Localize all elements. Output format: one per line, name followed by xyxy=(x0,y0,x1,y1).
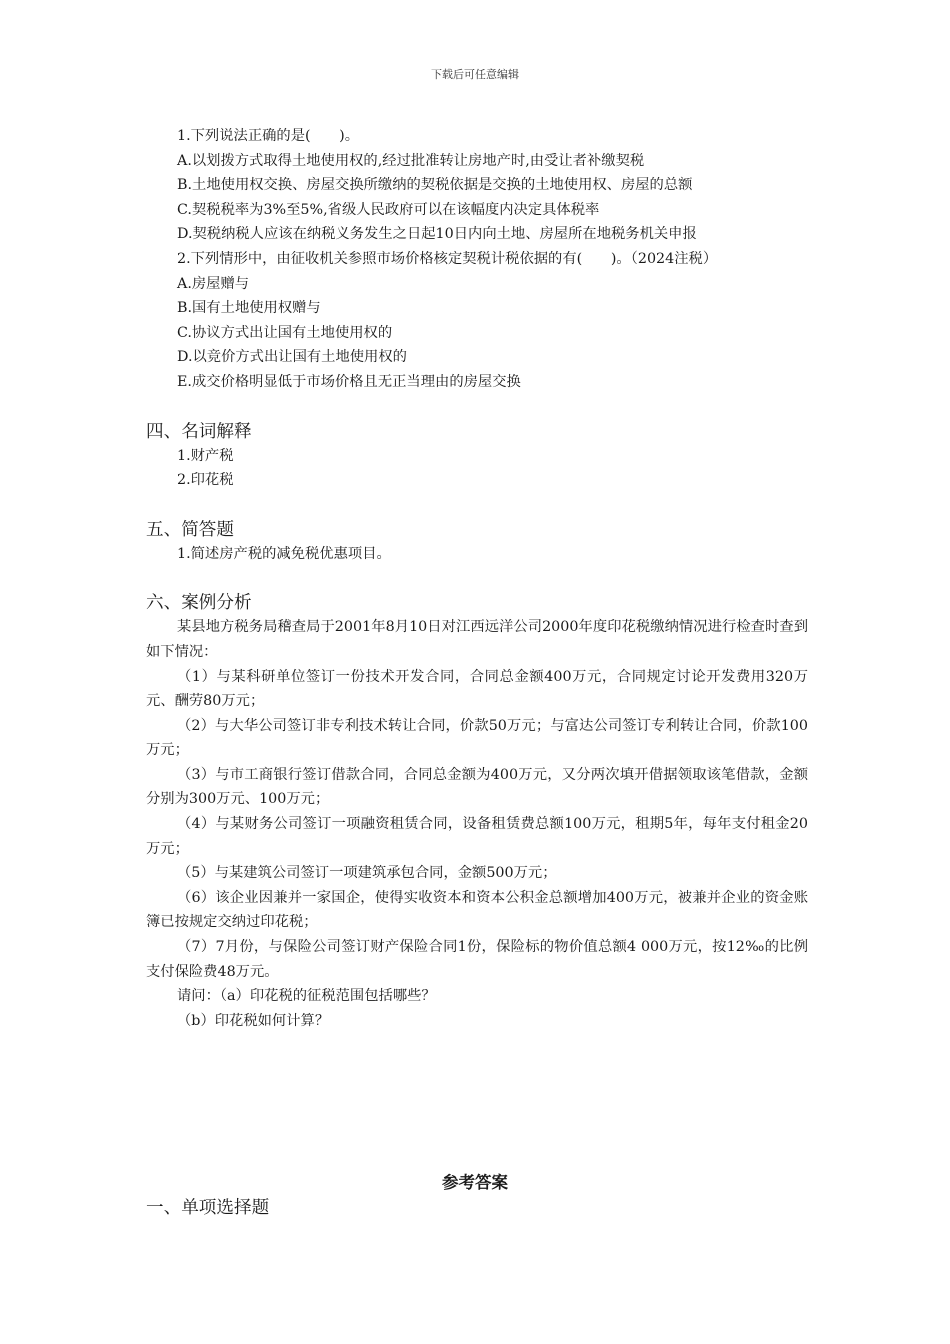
document-body xyxy=(146,124,808,1033)
list-item: 1.财产税 xyxy=(177,447,234,464)
option-a: A.以划拨方式取得土地使用权的,经过批准转让房地产时,由受让者补缴契税 xyxy=(177,152,645,169)
section-heading-short-answer: 五、简答题 xyxy=(146,519,234,540)
case-item: （1）与某科研单位签订一份技术开发合同，合同总金额400万元，合同规定讨论开发费用320万元、酬劳80万元； xyxy=(146,668,808,710)
answer-key-title: 参考答案 xyxy=(442,1173,508,1192)
list-item: 2.印花税 xyxy=(177,472,234,489)
option-c: C.契税税率为3%至5%,省级人民政府可以在该幅度内决定具体税率 xyxy=(177,201,600,218)
section-heading-terms: 四、名词解释 xyxy=(146,421,252,442)
case-item: （7）7月份，与保险公司签订财产保险合同1份，保险标的物价值总额4 000万元，按12‰的比例支付保险费48万元。 xyxy=(146,939,808,980)
answer-section-heading: 一、单项选择题 xyxy=(146,1198,270,1218)
question-stem: 2.下列情形中，由征收机关参照市场价格核定契税计税依据的有( )。（2024注税） xyxy=(177,250,718,267)
question-stem: 1.下列说法正确的是( )。 xyxy=(177,128,360,144)
case-question-a: 请问：（a）印花税的征税范围包括哪些？ xyxy=(177,988,436,1005)
case-question-b: （b）印花税如何计算？ xyxy=(177,1012,330,1029)
case-item: （5）与某建筑公司签订一项建筑承包合同，金额500万元； xyxy=(177,865,557,882)
option-b: B.土地使用权交换、房屋交换所缴纳的契税依据是交换的土地使用权、房屋的总额 xyxy=(177,177,693,194)
case-item: （2）与大华公司签订非专利技术转让合同，价款50万元；与富达公司签订专利转让合同，价款100万元； xyxy=(146,717,808,759)
case-item: （4）与某财务公司签订一项融资租赁合同，设备租赁费总额100万元，租期5年，每年支付租金20万元； xyxy=(146,816,808,857)
section-heading-case-analysis: 六、案例分析 xyxy=(146,593,252,614)
option-e: E.成交价格明显低于市场价格且无正当理由的房屋交换 xyxy=(177,373,521,390)
case-intro: 某县地方税务局稽查局于2001年8月10日对江西远洋公司2000年度印花税缴纳情况进行检查时查到如下情况： xyxy=(146,619,808,660)
question-1 xyxy=(146,124,808,247)
case-item: （6）该企业因兼并一家国企，使得实收资本和资本公积金总额增加400万元，被兼并企业的资金账簿已按规定交纳过印花税； xyxy=(146,889,808,931)
option-c: C.协议方式出让国有土地使用权的 xyxy=(177,324,393,341)
case-item: （3）与市工商银行签订借款合同，合同总金额为400万元，又分两次填开借据领取该笔借款，金额分别为300万元、100万元； xyxy=(146,766,808,808)
option-d: D.以竞价方式出让国有土地使用权的 xyxy=(177,349,407,366)
option-b: B.国有土地使用权赠与 xyxy=(177,300,321,317)
option-d: D.契税纳税人应该在纳税义务发生之日起10日内向土地、房屋所在地税务机关申报 xyxy=(177,226,697,243)
list-item: 1.简述房产税的减免税优惠项目。 xyxy=(177,545,391,562)
option-a: A.房屋赠与 xyxy=(177,275,250,292)
page-header-note: 下载后可任意编辑 xyxy=(431,68,519,81)
question-2 xyxy=(146,247,808,395)
